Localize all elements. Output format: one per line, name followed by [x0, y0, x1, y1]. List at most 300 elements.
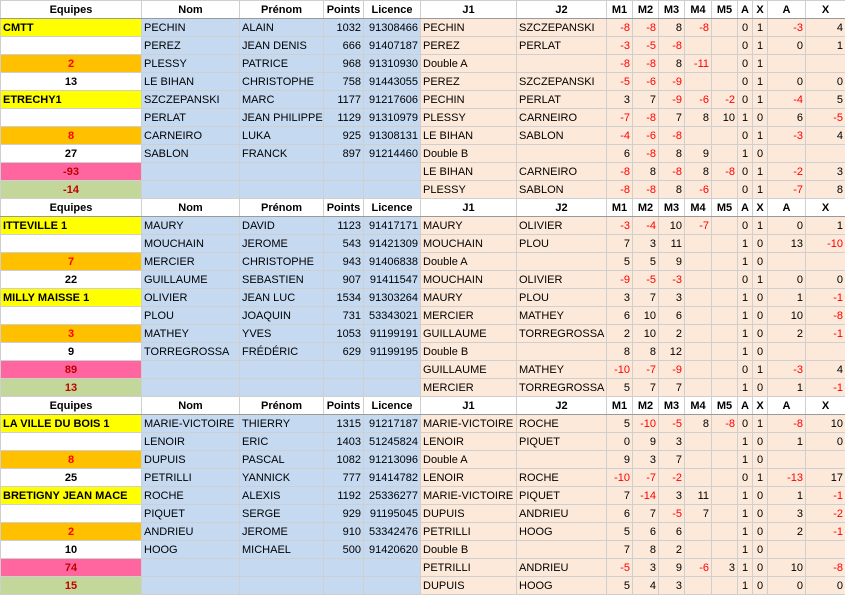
x-win-cell[interactable]: 1 — [753, 415, 768, 433]
set-score-cell[interactable]: -8 — [659, 163, 685, 181]
j1-cell[interactable]: PLESSY — [421, 109, 517, 127]
set-score-cell[interactable]: -7 — [633, 361, 659, 379]
j1-cell[interactable]: MOUCHAIN — [421, 235, 517, 253]
x-points-cell[interactable]: -8 — [806, 559, 845, 577]
player-name-cell[interactable]: SZCZEPANSKI — [142, 91, 240, 109]
set-score-cell[interactable]: 5 — [633, 253, 659, 271]
x-win-cell[interactable]: 1 — [753, 271, 768, 289]
set-score-cell[interactable]: 2 — [607, 325, 633, 343]
set-score-cell[interactable]: -7 — [633, 469, 659, 487]
x-win-cell[interactable]: 1 — [753, 91, 768, 109]
x-points-cell[interactable] — [806, 145, 845, 163]
player-firstname-cell[interactable]: JEAN PHILIPPE — [240, 109, 324, 127]
j1-cell[interactable]: LE BIHAN — [421, 163, 517, 181]
team-cell[interactable]: 2 — [1, 55, 142, 73]
j2-cell[interactable]: SABLON — [517, 127, 607, 145]
x-points-cell[interactable] — [806, 541, 845, 559]
team-cell[interactable]: ITTEVILLE 1 — [1, 217, 142, 235]
player-points-cell[interactable]: 777 — [324, 469, 364, 487]
x-win-cell[interactable]: 0 — [753, 307, 768, 325]
player-points-cell[interactable] — [324, 181, 364, 199]
x-win-cell[interactable]: 0 — [753, 523, 768, 541]
set-score-cell[interactable]: 3 — [659, 487, 685, 505]
x-points-cell[interactable]: -1 — [806, 523, 845, 541]
set-score-cell[interactable]: 3 — [607, 289, 633, 307]
a-points-cell[interactable] — [768, 451, 806, 469]
a-win-cell[interactable]: 0 — [738, 361, 753, 379]
player-name-cell[interactable]: DUPUIS — [142, 451, 240, 469]
player-firstname-cell[interactable]: MICHAEL — [240, 541, 324, 559]
player-points-cell[interactable]: 1177 — [324, 91, 364, 109]
set-score-cell[interactable] — [685, 577, 712, 595]
set-score-cell[interactable]: -3 — [659, 271, 685, 289]
a-points-cell[interactable]: -13 — [768, 469, 806, 487]
j2-cell[interactable]: CARNEIRO — [517, 163, 607, 181]
x-points-cell[interactable]: -1 — [806, 325, 845, 343]
x-points-cell[interactable]: 1 — [806, 217, 845, 235]
a-points-cell[interactable]: 0 — [768, 271, 806, 289]
set-score-cell[interactable]: 6 — [659, 307, 685, 325]
set-score-cell[interactable]: 6 — [633, 523, 659, 541]
team-cell[interactable]: 22 — [1, 271, 142, 289]
x-win-cell[interactable]: 1 — [753, 37, 768, 55]
player-points-cell[interactable]: 943 — [324, 253, 364, 271]
player-licence-cell[interactable]: 91417171 — [364, 217, 421, 235]
set-score-cell[interactable]: 8 — [659, 145, 685, 163]
j2-cell[interactable] — [517, 451, 607, 469]
a-win-cell[interactable]: 0 — [738, 271, 753, 289]
player-licence-cell[interactable]: 91213096 — [364, 451, 421, 469]
player-firstname-cell[interactable] — [240, 577, 324, 595]
a-points-cell[interactable]: 6 — [768, 109, 806, 127]
set-score-cell[interactable]: 9 — [685, 145, 712, 163]
set-score-cell[interactable]: 6 — [607, 505, 633, 523]
a-points-cell[interactable]: 10 — [768, 307, 806, 325]
player-licence-cell[interactable] — [364, 361, 421, 379]
player-licence-cell[interactable] — [364, 163, 421, 181]
j2-cell[interactable] — [517, 343, 607, 361]
set-score-cell[interactable]: -9 — [659, 361, 685, 379]
a-points-cell[interactable]: -3 — [768, 19, 806, 37]
set-score-cell[interactable]: -9 — [607, 271, 633, 289]
player-firstname-cell[interactable]: JEAN LUC — [240, 289, 324, 307]
set-score-cell[interactable]: 2 — [659, 541, 685, 559]
set-score-cell[interactable]: 9 — [607, 451, 633, 469]
player-firstname-cell[interactable]: ERIC — [240, 433, 324, 451]
set-score-cell[interactable]: 11 — [685, 487, 712, 505]
player-name-cell[interactable]: ROCHE — [142, 487, 240, 505]
team-cell[interactable]: -14 — [1, 181, 142, 199]
x-points-cell[interactable]: 4 — [806, 19, 845, 37]
j2-cell[interactable]: PLOU — [517, 289, 607, 307]
player-points-cell[interactable]: 925 — [324, 127, 364, 145]
set-score-cell[interactable]: 5 — [607, 523, 633, 541]
set-score-cell[interactable]: 7 — [659, 379, 685, 397]
set-score-cell[interactable]: 8 — [633, 343, 659, 361]
j2-cell[interactable]: HOOG — [517, 577, 607, 595]
a-points-cell[interactable]: 10 — [768, 559, 806, 577]
j1-cell[interactable]: PEREZ — [421, 73, 517, 91]
x-points-cell[interactable]: 4 — [806, 361, 845, 379]
j1-cell[interactable]: MARIE-VICTOIRE — [421, 487, 517, 505]
player-firstname-cell[interactable]: CHRISTOPHE — [240, 253, 324, 271]
set-score-cell[interactable]: 5 — [607, 253, 633, 271]
team-cell[interactable]: 7 — [1, 253, 142, 271]
player-firstname-cell[interactable]: JOAQUIN — [240, 307, 324, 325]
set-score-cell[interactable] — [685, 289, 712, 307]
x-points-cell[interactable]: 17 — [806, 469, 845, 487]
team-cell[interactable]: 74 — [1, 559, 142, 577]
j1-cell[interactable]: MERCIER — [421, 379, 517, 397]
a-points-cell[interactable]: 0 — [768, 37, 806, 55]
player-name-cell[interactable]: MAURY — [142, 217, 240, 235]
player-licence-cell[interactable]: 91199195 — [364, 343, 421, 361]
j1-cell[interactable]: Double A — [421, 451, 517, 469]
team-cell[interactable]: LA VILLE DU BOIS 1 — [1, 415, 142, 433]
player-licence-cell[interactable]: 91308466 — [364, 19, 421, 37]
j1-cell[interactable]: MOUCHAIN — [421, 271, 517, 289]
a-points-cell[interactable]: 1 — [768, 487, 806, 505]
set-score-cell[interactable]: -9 — [659, 73, 685, 91]
x-points-cell[interactable]: 8 — [806, 181, 845, 199]
j1-cell[interactable]: DUPUIS — [421, 505, 517, 523]
set-score-cell[interactable]: -8 — [633, 19, 659, 37]
set-score-cell[interactable]: 7 — [659, 451, 685, 469]
set-score-cell[interactable]: -5 — [633, 271, 659, 289]
a-win-cell[interactable]: 1 — [738, 343, 753, 361]
set-score-cell[interactable]: -10 — [607, 361, 633, 379]
set-score-cell[interactable]: 7 — [685, 505, 712, 523]
j1-cell[interactable]: GUILLAUME — [421, 325, 517, 343]
player-points-cell[interactable] — [324, 379, 364, 397]
set-score-cell[interactable] — [685, 469, 712, 487]
j1-cell[interactable]: PECHIN — [421, 19, 517, 37]
set-score-cell[interactable] — [712, 361, 738, 379]
player-name-cell[interactable]: PLESSY — [142, 55, 240, 73]
x-win-cell[interactable]: 0 — [753, 109, 768, 127]
player-licence-cell[interactable]: 91199191 — [364, 325, 421, 343]
x-points-cell[interactable]: 5 — [806, 91, 845, 109]
player-name-cell[interactable] — [142, 379, 240, 397]
set-score-cell[interactable] — [712, 541, 738, 559]
player-name-cell[interactable]: PIQUET — [142, 505, 240, 523]
set-score-cell[interactable] — [712, 235, 738, 253]
a-win-cell[interactable]: 1 — [738, 433, 753, 451]
player-firstname-cell[interactable]: PASCAL — [240, 451, 324, 469]
set-score-cell[interactable] — [685, 451, 712, 469]
a-points-cell[interactable]: 3 — [768, 505, 806, 523]
player-name-cell[interactable] — [142, 577, 240, 595]
set-score-cell[interactable] — [712, 217, 738, 235]
player-points-cell[interactable] — [324, 559, 364, 577]
player-name-cell[interactable]: HOOG — [142, 541, 240, 559]
player-licence-cell[interactable]: 53342476 — [364, 523, 421, 541]
player-points-cell[interactable]: 929 — [324, 505, 364, 523]
player-licence-cell[interactable]: 91217187 — [364, 415, 421, 433]
x-win-cell[interactable]: 0 — [753, 289, 768, 307]
set-score-cell[interactable]: -14 — [633, 487, 659, 505]
a-win-cell[interactable]: 0 — [738, 469, 753, 487]
set-score-cell[interactable]: 12 — [659, 343, 685, 361]
set-score-cell[interactable]: -9 — [659, 91, 685, 109]
set-score-cell[interactable]: 0 — [607, 433, 633, 451]
team-cell[interactable]: ETRECHY1 — [1, 91, 142, 109]
team-cell[interactable]: 27 — [1, 145, 142, 163]
player-points-cell[interactable]: 1032 — [324, 19, 364, 37]
a-win-cell[interactable]: 1 — [738, 451, 753, 469]
set-score-cell[interactable] — [685, 343, 712, 361]
set-score-cell[interactable] — [712, 451, 738, 469]
j2-cell[interactable]: PIQUET — [517, 433, 607, 451]
player-firstname-cell[interactable]: JEROME — [240, 523, 324, 541]
set-score-cell[interactable]: -4 — [607, 127, 633, 145]
set-score-cell[interactable]: 8 — [685, 163, 712, 181]
player-points-cell[interactable] — [324, 163, 364, 181]
team-cell[interactable]: 15 — [1, 577, 142, 595]
j1-cell[interactable]: Double B — [421, 343, 517, 361]
j1-cell[interactable]: DUPUIS — [421, 577, 517, 595]
j2-cell[interactable]: PERLAT — [517, 91, 607, 109]
x-points-cell[interactable]: -10 — [806, 235, 845, 253]
set-score-cell[interactable]: -8 — [659, 127, 685, 145]
player-firstname-cell[interactable] — [240, 379, 324, 397]
a-points-cell[interactable]: -3 — [768, 361, 806, 379]
j1-cell[interactable]: MAURY — [421, 217, 517, 235]
set-score-cell[interactable]: 10 — [712, 109, 738, 127]
team-cell[interactable]: MILLY MAISSE 1 — [1, 289, 142, 307]
set-score-cell[interactable]: 7 — [659, 109, 685, 127]
a-win-cell[interactable]: 0 — [738, 127, 753, 145]
a-win-cell[interactable]: 1 — [738, 289, 753, 307]
x-points-cell[interactable]: -1 — [806, 487, 845, 505]
j2-cell[interactable] — [517, 55, 607, 73]
set-score-cell[interactable]: -7 — [607, 109, 633, 127]
a-win-cell[interactable]: 0 — [738, 19, 753, 37]
set-score-cell[interactable]: -5 — [633, 37, 659, 55]
j2-cell[interactable]: PIQUET — [517, 487, 607, 505]
j2-cell[interactable] — [517, 541, 607, 559]
set-score-cell[interactable]: -8 — [607, 55, 633, 73]
x-win-cell[interactable]: 0 — [753, 379, 768, 397]
player-points-cell[interactable]: 1534 — [324, 289, 364, 307]
x-win-cell[interactable]: 0 — [753, 343, 768, 361]
set-score-cell[interactable]: 10 — [633, 325, 659, 343]
x-points-cell[interactable]: 3 — [806, 163, 845, 181]
x-win-cell[interactable]: 0 — [753, 577, 768, 595]
a-win-cell[interactable]: 0 — [738, 415, 753, 433]
x-points-cell[interactable]: 10 — [806, 415, 845, 433]
set-score-cell[interactable]: -8 — [607, 181, 633, 199]
set-score-cell[interactable]: 7 — [607, 235, 633, 253]
j1-cell[interactable]: LE BIHAN — [421, 127, 517, 145]
set-score-cell[interactable]: -6 — [685, 91, 712, 109]
team-cell[interactable] — [1, 235, 142, 253]
player-licence-cell[interactable] — [364, 379, 421, 397]
j2-cell[interactable]: TORREGROSSA — [517, 325, 607, 343]
set-score-cell[interactable]: -5 — [607, 73, 633, 91]
set-score-cell[interactable]: -3 — [607, 37, 633, 55]
player-firstname-cell[interactable]: MARC — [240, 91, 324, 109]
player-name-cell[interactable] — [142, 181, 240, 199]
set-score-cell[interactable] — [712, 181, 738, 199]
set-score-cell[interactable]: -8 — [607, 19, 633, 37]
x-win-cell[interactable]: 1 — [753, 469, 768, 487]
set-score-cell[interactable]: -6 — [685, 559, 712, 577]
player-points-cell[interactable] — [324, 577, 364, 595]
a-win-cell[interactable]: 0 — [738, 181, 753, 199]
set-score-cell[interactable]: -5 — [659, 415, 685, 433]
a-win-cell[interactable]: 0 — [738, 163, 753, 181]
set-score-cell[interactable] — [685, 73, 712, 91]
j1-cell[interactable]: Double B — [421, 145, 517, 163]
a-win-cell[interactable]: 1 — [738, 523, 753, 541]
set-score-cell[interactable] — [685, 523, 712, 541]
x-points-cell[interactable]: 0 — [806, 577, 845, 595]
set-score-cell[interactable]: -8 — [659, 37, 685, 55]
set-score-cell[interactable] — [712, 505, 738, 523]
a-win-cell[interactable]: 0 — [738, 55, 753, 73]
x-win-cell[interactable]: 0 — [753, 145, 768, 163]
player-points-cell[interactable]: 910 — [324, 523, 364, 541]
player-firstname-cell[interactable]: PATRICE — [240, 55, 324, 73]
x-win-cell[interactable]: 1 — [753, 163, 768, 181]
a-win-cell[interactable]: 1 — [738, 577, 753, 595]
x-win-cell[interactable]: 1 — [753, 217, 768, 235]
set-score-cell[interactable] — [712, 73, 738, 91]
x-win-cell[interactable]: 0 — [753, 487, 768, 505]
x-points-cell[interactable]: 0 — [806, 433, 845, 451]
player-points-cell[interactable]: 968 — [324, 55, 364, 73]
set-score-cell[interactable]: 5 — [607, 577, 633, 595]
player-name-cell[interactable]: SABLON — [142, 145, 240, 163]
set-score-cell[interactable] — [712, 577, 738, 595]
set-score-cell[interactable] — [712, 379, 738, 397]
set-score-cell[interactable]: 5 — [607, 379, 633, 397]
set-score-cell[interactable]: 6 — [659, 523, 685, 541]
player-firstname-cell[interactable]: SERGE — [240, 505, 324, 523]
player-licence-cell[interactable]: 91411547 — [364, 271, 421, 289]
player-name-cell[interactable]: LE BIHAN — [142, 73, 240, 91]
x-points-cell[interactable]: -2 — [806, 505, 845, 523]
set-score-cell[interactable]: 9 — [659, 559, 685, 577]
a-win-cell[interactable]: 1 — [738, 145, 753, 163]
set-score-cell[interactable] — [712, 289, 738, 307]
player-points-cell[interactable]: 1192 — [324, 487, 364, 505]
a-win-cell[interactable]: 1 — [738, 109, 753, 127]
j2-cell[interactable]: SABLON — [517, 181, 607, 199]
set-score-cell[interactable]: -7 — [685, 217, 712, 235]
player-points-cell[interactable]: 500 — [324, 541, 364, 559]
j1-cell[interactable]: MAURY — [421, 289, 517, 307]
a-points-cell[interactable]: 1 — [768, 289, 806, 307]
x-win-cell[interactable]: 0 — [753, 433, 768, 451]
player-licence-cell[interactable]: 25336277 — [364, 487, 421, 505]
player-firstname-cell[interactable]: JEAN DENIS — [240, 37, 324, 55]
x-win-cell[interactable]: 0 — [753, 325, 768, 343]
team-cell[interactable] — [1, 37, 142, 55]
player-name-cell[interactable]: MARIE-VICTOIRE — [142, 415, 240, 433]
player-licence-cell[interactable]: 91407187 — [364, 37, 421, 55]
a-points-cell[interactable] — [768, 253, 806, 271]
a-points-cell[interactable]: -2 — [768, 163, 806, 181]
player-points-cell[interactable]: 543 — [324, 235, 364, 253]
j2-cell[interactable]: ROCHE — [517, 415, 607, 433]
a-points-cell[interactable]: 2 — [768, 523, 806, 541]
player-points-cell[interactable]: 666 — [324, 37, 364, 55]
set-score-cell[interactable] — [712, 253, 738, 271]
player-firstname-cell[interactable]: YANNICK — [240, 469, 324, 487]
set-score-cell[interactable]: -6 — [685, 181, 712, 199]
set-score-cell[interactable]: 3 — [633, 451, 659, 469]
set-score-cell[interactable] — [685, 37, 712, 55]
a-win-cell[interactable]: 1 — [738, 325, 753, 343]
a-points-cell[interactable] — [768, 145, 806, 163]
player-firstname-cell[interactable]: ALAIN — [240, 19, 324, 37]
set-score-cell[interactable]: 8 — [633, 541, 659, 559]
team-cell[interactable]: 8 — [1, 451, 142, 469]
set-score-cell[interactable] — [712, 469, 738, 487]
player-licence-cell[interactable]: 91217606 — [364, 91, 421, 109]
j2-cell[interactable]: PLOU — [517, 235, 607, 253]
set-score-cell[interactable] — [712, 55, 738, 73]
set-score-cell[interactable] — [685, 361, 712, 379]
j2-cell[interactable]: ROCHE — [517, 469, 607, 487]
team-cell[interactable] — [1, 109, 142, 127]
set-score-cell[interactable]: -10 — [607, 469, 633, 487]
a-win-cell[interactable]: 1 — [738, 307, 753, 325]
x-points-cell[interactable]: 0 — [806, 73, 845, 91]
player-licence-cell[interactable]: 91303264 — [364, 289, 421, 307]
j1-cell[interactable]: PECHIN — [421, 91, 517, 109]
a-win-cell[interactable]: 1 — [738, 253, 753, 271]
set-score-cell[interactable]: 3 — [633, 559, 659, 577]
x-points-cell[interactable]: 1 — [806, 37, 845, 55]
set-score-cell[interactable]: -8 — [633, 109, 659, 127]
player-firstname-cell[interactable] — [240, 361, 324, 379]
x-win-cell[interactable]: 1 — [753, 73, 768, 91]
j1-cell[interactable]: LENOIR — [421, 469, 517, 487]
a-win-cell[interactable]: 1 — [738, 487, 753, 505]
player-name-cell[interactable]: LENOIR — [142, 433, 240, 451]
player-name-cell[interactable]: PLOU — [142, 307, 240, 325]
set-score-cell[interactable]: 5 — [607, 415, 633, 433]
set-score-cell[interactable]: -8 — [633, 181, 659, 199]
set-score-cell[interactable] — [712, 307, 738, 325]
x-win-cell[interactable]: 0 — [753, 559, 768, 577]
a-points-cell[interactable]: 0 — [768, 73, 806, 91]
set-score-cell[interactable]: 3 — [659, 433, 685, 451]
set-score-cell[interactable]: 7 — [633, 91, 659, 109]
team-cell[interactable]: 3 — [1, 325, 142, 343]
player-points-cell[interactable]: 1129 — [324, 109, 364, 127]
a-win-cell[interactable]: 0 — [738, 37, 753, 55]
player-name-cell[interactable]: MERCIER — [142, 253, 240, 271]
player-licence-cell[interactable]: 91214460 — [364, 145, 421, 163]
team-cell[interactable]: 9 — [1, 343, 142, 361]
player-licence-cell[interactable]: 91406838 — [364, 253, 421, 271]
set-score-cell[interactable]: 8 — [659, 181, 685, 199]
set-score-cell[interactable]: 10 — [633, 307, 659, 325]
set-score-cell[interactable]: 8 — [685, 415, 712, 433]
j1-cell[interactable]: Double B — [421, 541, 517, 559]
x-points-cell[interactable] — [806, 55, 845, 73]
player-name-cell[interactable]: PECHIN — [142, 19, 240, 37]
set-score-cell[interactable]: 9 — [659, 253, 685, 271]
j1-cell[interactable]: MARIE-VICTOIRE — [421, 415, 517, 433]
x-points-cell[interactable]: -1 — [806, 379, 845, 397]
set-score-cell[interactable]: 3 — [659, 577, 685, 595]
player-name-cell[interactable]: TORREGROSSA — [142, 343, 240, 361]
